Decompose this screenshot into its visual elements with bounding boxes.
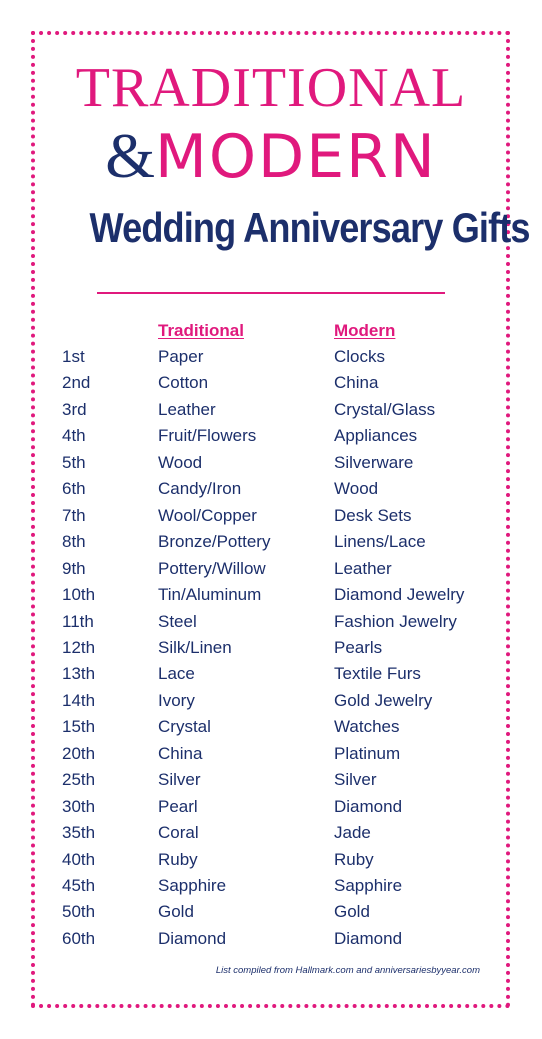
table-row — [0, 873, 542, 899]
modern-cell: Silverware — [334, 452, 414, 472]
year-cell: 13th — [62, 664, 96, 684]
title-traditional: TRADITIONAL — [75, 57, 467, 119]
table-row — [0, 635, 542, 661]
traditional-cell: Wood — [158, 452, 203, 472]
modern-cell: Diamond — [334, 928, 403, 948]
table-row — [0, 899, 542, 925]
year-cell: 35th — [62, 823, 96, 843]
year-cell: 4th — [62, 426, 86, 446]
modern-cell: Wood — [334, 479, 379, 499]
table-row — [0, 423, 542, 449]
table-row — [0, 344, 542, 370]
traditional-cell: Silk/Linen — [158, 637, 232, 657]
modern-cell: Watches — [334, 717, 400, 737]
modern-cell: Desk Sets — [334, 505, 412, 525]
table-header — [0, 318, 542, 344]
year-cell: 8th — [62, 532, 86, 552]
table-row — [0, 767, 542, 793]
year-cell: 20th — [62, 743, 96, 763]
traditional-cell: Ruby — [158, 849, 198, 869]
table-row — [0, 450, 542, 476]
modern-cell: Platinum — [334, 743, 401, 763]
traditional-cell: Cotton — [158, 373, 209, 393]
year-cell: 1st — [62, 347, 85, 366]
traditional-cell: Steel — [158, 611, 197, 631]
divider-line — [97, 292, 445, 294]
modern-cell: Textile Furs — [334, 664, 421, 684]
year-cell: 14th — [62, 690, 96, 710]
traditional-cell: Silver — [158, 770, 201, 790]
modern-cell: Fashion Jewelry — [334, 611, 457, 631]
table-row — [0, 714, 542, 740]
traditional-cell: Crystal — [158, 717, 211, 737]
modern-cell: Appliances — [334, 426, 418, 446]
traditional-cell: Paper — [158, 347, 204, 366]
table-row — [0, 397, 542, 423]
year-cell: 11th — [62, 611, 94, 631]
year-cell: 30th — [62, 796, 96, 816]
traditional-cell: Pottery/Willow — [158, 558, 266, 578]
year-cell: 25th — [62, 770, 96, 790]
table-row — [0, 582, 542, 608]
table-row — [0, 688, 542, 714]
modern-cell: Clocks — [334, 347, 386, 366]
traditional-cell: Gold — [158, 902, 194, 922]
year-cell: 15th — [62, 717, 96, 737]
year-cell: 50th — [62, 902, 96, 922]
table-row — [0, 926, 542, 952]
modern-cell: Pearls — [334, 637, 383, 657]
traditional-cell: Candy/Iron — [158, 479, 242, 499]
year-cell: 10th — [62, 585, 96, 605]
modern-cell: Gold Jewelry — [334, 690, 433, 710]
title-modern: MODERN — [155, 122, 437, 192]
modern-cell: Silver — [334, 770, 377, 790]
modern-cell: China — [334, 373, 379, 393]
title-modern-line — [0, 122, 542, 191]
title-ampersand: & — [105, 120, 156, 191]
traditional-cell: Bronze/Pottery — [158, 532, 271, 552]
header-traditional: Traditional — [158, 321, 244, 340]
modern-cell: Gold — [334, 902, 370, 922]
table-row — [0, 476, 542, 502]
modern-cell: Diamond — [334, 796, 403, 816]
modern-cell: Diamond Jewelry — [334, 585, 465, 605]
traditional-cell: Sapphire — [158, 876, 227, 895]
page-subtitle: Wedding Anniversary Gifts — [89, 204, 530, 251]
modern-cell: Ruby — [334, 849, 374, 869]
traditional-cell: China — [158, 743, 203, 763]
year-cell: 6th — [62, 479, 86, 499]
source-footnote: List compiled from Hallmark.com and anniversariesbyyear.com — [215, 965, 480, 976]
table-row — [0, 661, 542, 687]
modern-cell: Crystal/Glass — [334, 399, 436, 419]
table-row — [0, 556, 542, 582]
year-cell: 9th — [62, 558, 86, 578]
table-row — [0, 609, 542, 635]
year-cell: 5th — [62, 452, 86, 472]
traditional-cell: Leather — [158, 399, 216, 419]
modern-cell: Sapphire — [334, 876, 403, 895]
traditional-cell: Lace — [158, 664, 195, 684]
table-row — [0, 529, 542, 555]
table-row — [0, 820, 542, 846]
year-cell: 45th — [62, 876, 96, 895]
traditional-cell: Wool/Copper — [158, 505, 257, 525]
table-row — [0, 503, 542, 529]
header-modern: Modern — [334, 321, 396, 340]
table-row — [0, 370, 542, 396]
year-cell: 60th — [62, 928, 96, 948]
table-row — [0, 794, 542, 820]
year-cell: 40th — [62, 849, 96, 869]
year-cell: 12th — [62, 637, 96, 657]
traditional-cell: Ivory — [158, 690, 195, 710]
traditional-cell: Tin/Aluminum — [158, 585, 262, 605]
traditional-cell: Fruit/Flowers — [158, 426, 257, 446]
year-cell: 3rd — [62, 399, 87, 419]
modern-cell: Jade — [334, 823, 371, 843]
traditional-cell: Pearl — [158, 796, 198, 816]
traditional-cell: Diamond — [158, 928, 227, 948]
modern-cell: Leather — [334, 558, 392, 578]
traditional-cell: Coral — [158, 823, 199, 843]
year-cell: 2nd — [62, 373, 91, 393]
modern-cell: Linens/Lace — [334, 532, 426, 552]
year-cell: 7th — [62, 505, 86, 525]
table-row — [0, 741, 542, 767]
table-row — [0, 847, 542, 873]
